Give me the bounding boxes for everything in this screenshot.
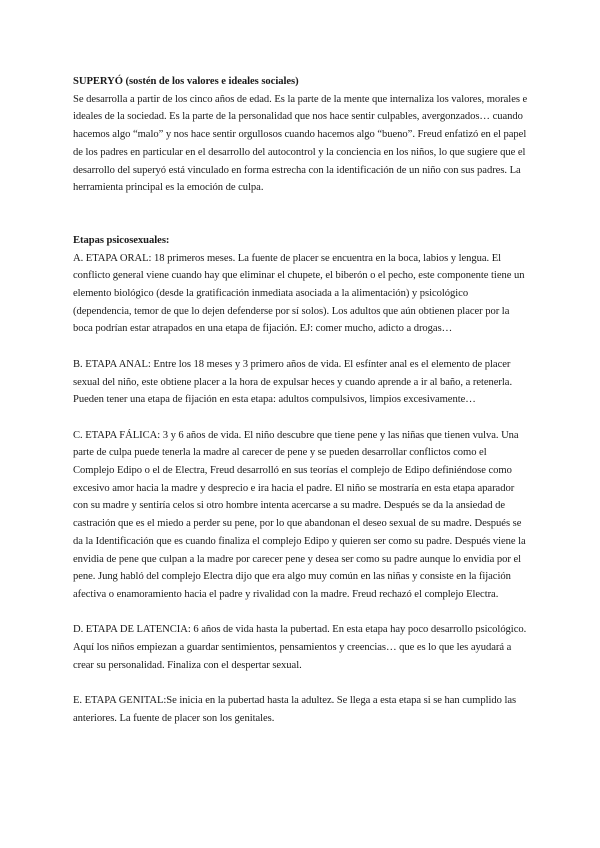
paragraph-spacer (73, 338, 529, 356)
paragraph-spacer (73, 409, 529, 427)
etapa-anal-paragraph: B. ETAPA ANAL: Entre los 18 meses y 3 primero años de vida. El esfínter anal es el elemento de placer sexual del niño, este obtiene placer a la hora de expulsar heces y cuando aprende a ir al baño, a retenerla. Pueden tener una etapa de fijación en esta etapa: adultos compulsivos, limpios excesivamente… (73, 358, 513, 406)
etapa-genital-paragraph: E. ETAPA GENITAL:Se inicia en la pubertad hasta la adultez. Se llega a esta etapa si se han cumplido las anteriores. La fuente de placer son los genitales. (73, 695, 517, 724)
etapas-heading: Etapas psicosexuales: (73, 234, 170, 246)
etapa-oral-paragraph: A. ETAPA ORAL: 18 primeros meses. La fuente de placer se encuentra en la boca, labios y lengua. El conflicto general viene cuando hay que eliminar el chupete, el biberón o el pecho, este componente tiene un elemento biológico (desde la gratificación inmediata asociada a la alimentación) y psicológico (dependencia, temor de que lo dejen defenderse por sí solos). Los adultos que aún obtienen placer por la boca podrían estar atrapados en una etapa de fijación. EJ: comer mucho, adicto a drogas… (73, 252, 525, 335)
paragraph-spacer (73, 604, 529, 622)
section-spacer (73, 197, 529, 232)
document-content (73, 73, 529, 728)
superyo-heading: SUPERYÓ (sostén de los valores e ideales sociales) (73, 76, 299, 87)
etapa-falica-paragraph: C. ETAPA FÁLICA: 3 y 6 años de vida. El niño descubre que tiene pene y las niñas que tienen vulva. Una parte de culpa puede tenerla la madre al carecer de pene y se pueden desarrollar conflictos como el Complejo Edipo o el de Electra, Freud desarrolló en sus teorías el complejo de Edipo definiéndose como excesivo amor hacia la madre y desprecio e ira hacia el padre. El niño se mostraría en esta etapa aparador con su madre y sentiría celos si otro hombre intenta acercarse a su madre. Después se da la ansiedad de castración que es el miedo a perder su pene, por lo que abandonan el deseo sexual de su madre. Después se da la Identificación que es cuando finaliza el complejo Edipo y quieren ser como su padre. Después viene la envidia de pene que culpan a la madre por carecer pene y desea ser como su padre aunque lo envidia por el pene. Jung habló del complejo Electra dijo que era algo muy común en las niñas y consiste en la fijación afectiva o enamoramiento hacia el padre y rivalidad con la madre. Freud rechazó el complejo Electra. (73, 429, 526, 600)
etapa-latencia-paragraph: D. ETAPA DE LATENCIA: 6 años de vida hasta la pubertad. En esta etapa hay poco desarrollo psicológico. Aquí los niños empiezan a guardar sentimientos, pensamientos y creencias… que es lo que les ayudará a crear su personalidad. Finaliza con el despertar sexual. (73, 624, 527, 671)
paragraph-spacer (73, 674, 529, 692)
superyo-paragraph: Se desarrolla a partir de los cinco años de edad. Es la parte de la mente que internaliza los valores, morales e ideales de la sociedad. Es la parte de la personalidad que nos hace sentir culpables, avergonzados… cuando hacemos algo “malo” y nos hace sentir orgullosos cuando hacemos algo “bueno”. Freud enfatizó en el papel de los padres en particular en el desarrollo del autocontrol y la conciencia en los niños, lo que sugiere que el desarrollo del superyó está vinculado en forma estrecha con la identificación de un niño con sus padres. La herramienta principal es la emoción de culpa. (73, 93, 528, 194)
